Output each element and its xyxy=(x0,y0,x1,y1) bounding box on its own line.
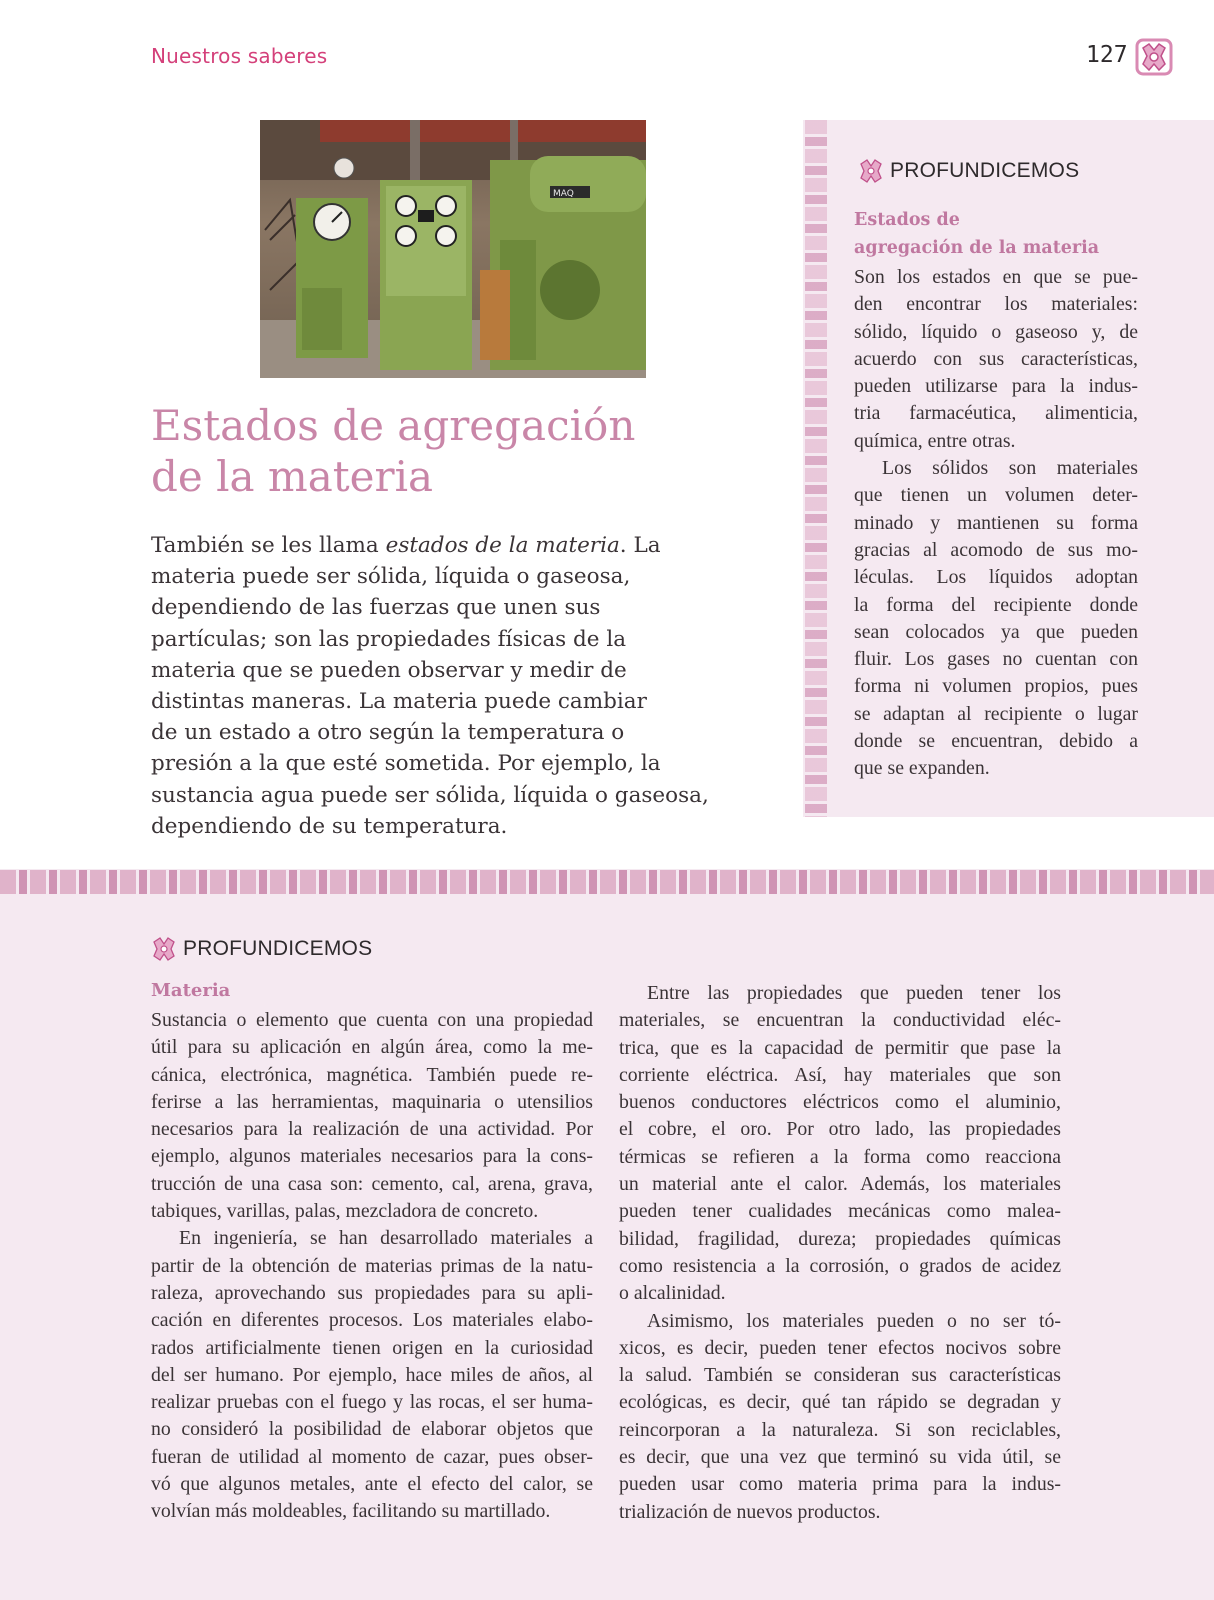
sidebar-term xyxy=(854,207,1134,262)
sidebar-line: donde se encuentran, debido a xyxy=(854,730,1138,753)
column-line: En ingeniería, se han desarrollado materiales a xyxy=(179,1227,593,1250)
column-line: útil para su aplicación en algún área, como la me- xyxy=(151,1036,593,1059)
column-line: ejemplo, algunos materiales necesarios para la cons- xyxy=(151,1145,593,1168)
intro-line: También se les llama estados de la materia. La xyxy=(151,533,661,558)
column-line: trialización de nuevos productos. xyxy=(619,1500,881,1523)
sidebar-line: se adaptan al recipiente o lugar xyxy=(854,702,1138,725)
title-line: de la materia xyxy=(151,452,434,501)
sidebar-line: pueden utilizarse para la indus- xyxy=(854,375,1138,398)
sidebar-line: fluir. Los gases no cuentan con xyxy=(854,648,1138,671)
column-line: rados artificialmente tienen origen en la curiosidad xyxy=(151,1336,593,1359)
column-line: cánica, electrónica, magnética. También puede re- xyxy=(151,1063,593,1086)
column-line: un material ante el calor. Además, los materiales xyxy=(619,1173,1061,1196)
column-line: reincorporan a la naturaleza. Si son reciclables, xyxy=(619,1418,1061,1441)
column-line: es decir, que una vez que terminó su vida útil, se xyxy=(619,1446,1061,1469)
sidebar-line: minado y mantienen su forma xyxy=(854,511,1138,534)
sidebar-line: que tienen un volumen deter- xyxy=(854,484,1138,507)
column-line: pueden usar como materia prima para la indus- xyxy=(619,1473,1061,1496)
aztec-ornament-icon xyxy=(1135,38,1173,76)
column-line: no consideró la posibilidad de elaborar objetos que xyxy=(151,1418,593,1441)
band-term: Materia xyxy=(151,980,231,1001)
column-line: volvían más moldeables, facilitando su martillado. xyxy=(151,1500,551,1523)
column-line: vó que algunos metales, ante el efecto del calor, se xyxy=(151,1473,593,1496)
sidebar-line: forma ni volumen propios, pues xyxy=(854,675,1138,698)
sidebar-line: la forma del recipiente donde xyxy=(854,593,1138,616)
column-line: tabiques, varillas, palas, mezcladora de concreto. xyxy=(151,1200,539,1223)
column-line: fueran de utilidad al momento de cazar, pues obser- xyxy=(151,1445,593,1468)
sidebar-line: acuerdo con sus características, xyxy=(854,347,1138,370)
sidebar-line: sólido, líquido o gaseoso y, de xyxy=(854,320,1138,343)
column-line: pueden tener cualidades mecánicas como malea- xyxy=(619,1200,1061,1223)
column-line: realizar pruebas con el fuego y las rocas, el ser huma- xyxy=(151,1391,593,1414)
column-line: raleza, aprovechando sus propiedades para su apli- xyxy=(151,1281,593,1304)
column-line: bilidad, fragilidad, dureza; propiedades químicas xyxy=(619,1227,1061,1250)
sidebar-line: den encontrar los materiales: xyxy=(854,293,1138,316)
page-number: 127 xyxy=(1086,42,1128,68)
column-line: la salud. También se consideran sus características xyxy=(619,1364,1061,1387)
column-line: xicos, es decir, pueden tener efectos nocivos sobre xyxy=(619,1336,1061,1359)
sidebar-term-line: agregación de la materia xyxy=(854,237,1100,258)
sidebar-line: química, entre otras. xyxy=(854,429,1016,452)
column-line: Asimismo, los materiales pueden o no ser tó- xyxy=(647,1309,1061,1332)
column-line: materiales, se encuentran la conductividad eléc- xyxy=(619,1009,1061,1032)
sidebar-line: gracias al acomodo de sus mo- xyxy=(854,538,1138,561)
sidebar-line: que se expanden. xyxy=(854,757,990,780)
intro-line: de un estado a otro según la temperatura o xyxy=(151,720,625,746)
intro-line: materia que se pueden observar y medir de xyxy=(151,657,627,683)
column-line: ecológicas, es decir, qué tan rápido se degradan y xyxy=(619,1391,1061,1414)
sidebar-heading-text: PROFUNDICEMOS xyxy=(890,159,1080,182)
section-title: Nuestros saberes xyxy=(151,44,328,68)
column-line: partir de la obtención de materias primas de la natu- xyxy=(151,1254,593,1277)
column-line: el cobre, el oro. Por otro lado, las propiedades xyxy=(619,1118,1061,1141)
intro-paragraph xyxy=(151,530,741,842)
column-line: térmicas se refieren a la forma como reacciona xyxy=(619,1145,1061,1168)
band-left-column xyxy=(151,1007,593,1526)
band-heading-text: PROFUNDICEMOS xyxy=(183,937,373,960)
intro-line: materia puede ser sólida, líquida o gaseosa, xyxy=(151,564,631,590)
column-line: corriente eléctrica. Así, hay materiales que son xyxy=(619,1063,1061,1086)
column-line: como resistencia a la corrosión, o grados de acidez xyxy=(619,1254,1061,1277)
column-line: ferirse a las herramientas, maquinaria o utensilios xyxy=(151,1090,593,1113)
column-line: buenos conductores eléctricos como el aluminio, xyxy=(619,1091,1061,1114)
column-line: trica, que es la capacidad de permitir que pase la xyxy=(619,1036,1061,1059)
intro-line: dependiendo de su temperatura. xyxy=(151,813,508,839)
sidebar-line: léculas. Los líquidos adoptan xyxy=(854,566,1138,589)
intro-line: dependiendo de las fuerzas que unen sus xyxy=(151,595,601,621)
column-line: cación en diferentes procesos. Los materiales elabo- xyxy=(151,1309,593,1332)
intro-line: presión a la que esté sometida. Por ejemplo, la xyxy=(151,751,661,777)
sidebar-body xyxy=(854,264,1138,783)
column-line: o alcalinidad. xyxy=(619,1282,726,1305)
intro-line: distintas maneras. La materia puede cambiar xyxy=(151,689,647,715)
band-heading xyxy=(151,936,372,962)
column-line: trucción de una casa son: cemento, cal, arena, grava, xyxy=(151,1172,593,1195)
column-line: del ser humano. Por ejemplo, hace miles de años, al xyxy=(151,1363,593,1386)
intro-line: sustancia agua puede ser sólida, líquida o gaseosa, xyxy=(151,782,709,808)
decorative-border xyxy=(0,870,1214,894)
sidebar-line: tria farmacéutica, alimenticia, xyxy=(854,402,1138,425)
aztec-glyph-icon xyxy=(858,158,884,184)
sidebar-term-line: Estados de xyxy=(854,210,960,230)
column-line: necesarios para la realización de una actividad. Por xyxy=(151,1118,593,1141)
decorative-border xyxy=(805,120,827,817)
machine-brand-label: MAQ xyxy=(553,189,574,199)
sidebar-line: Los sólidos son materiales xyxy=(882,457,1138,480)
page-title xyxy=(151,400,751,502)
intro-line: partículas; son las propiedades físicas de la xyxy=(151,626,627,652)
aztec-glyph-icon xyxy=(151,936,177,962)
title-line: Estados de agregación xyxy=(151,401,636,450)
sidebar-line: sean colocados ya que pueden xyxy=(854,620,1138,643)
machinery-photo xyxy=(260,120,646,378)
band-right-column xyxy=(619,980,1061,1526)
column-line: Sustancia o elemento que cuenta con una propiedad xyxy=(151,1009,593,1031)
sidebar-heading xyxy=(858,158,1079,184)
column-line: Entre las propiedades que pueden tener los xyxy=(647,982,1061,1004)
sidebar-line: Son los estados en que se pue- xyxy=(854,266,1138,288)
